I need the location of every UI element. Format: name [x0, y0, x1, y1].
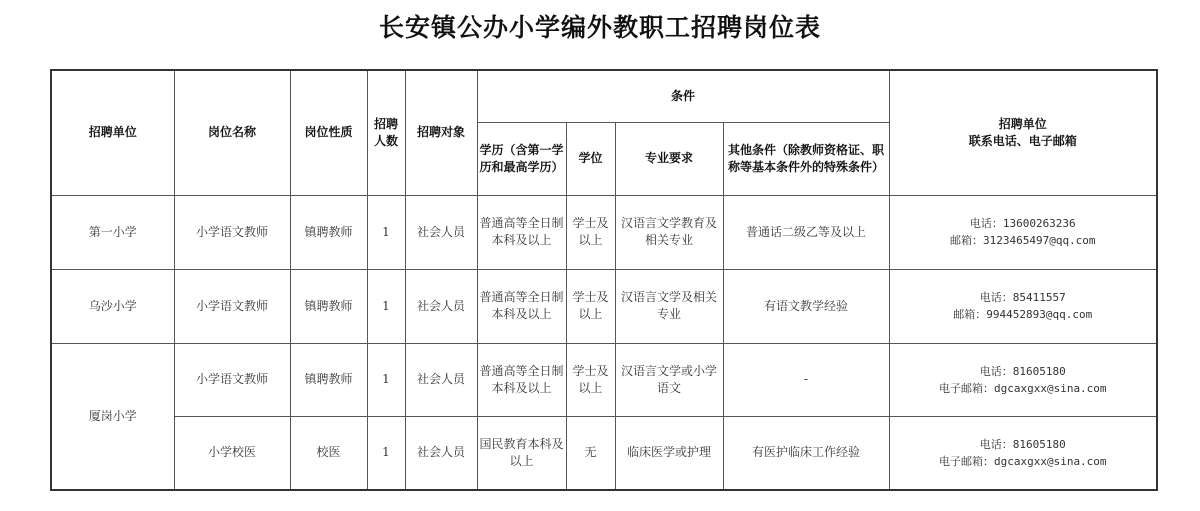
header-other: 其他条件（除教师资格证、职称等基本条件外的特殊条件） — [723, 122, 889, 195]
education-cell: 普通高等全日制本科及以上 — [477, 343, 566, 416]
contact-cell — [889, 343, 1157, 416]
count-cell: 1 — [367, 343, 405, 416]
major-cell: 临床医学或护理 — [615, 416, 723, 490]
table-row — [51, 343, 1157, 416]
contact-cell — [889, 269, 1157, 343]
position-name-cell: 小学语文教师 — [174, 343, 290, 416]
other-cell: 有医护临床工作经验 — [723, 416, 889, 490]
header-education: 学历（含第一学历和最高学历） — [477, 122, 566, 195]
target-cell: 社会人员 — [405, 343, 477, 416]
education-cell: 普通高等全日制本科及以上 — [477, 269, 566, 343]
position-nature-cell: 镇聘教师 — [290, 195, 367, 269]
target-cell: 社会人员 — [405, 416, 477, 490]
position-name-cell: 小学语文教师 — [174, 269, 290, 343]
contact-cell — [889, 195, 1157, 269]
other-cell: - — [723, 343, 889, 416]
header-position-nature: 岗位性质 — [290, 70, 367, 195]
phone-text: 电话：13600263236 — [969, 217, 1076, 230]
major-cell: 汉语言文学及相关专业 — [615, 269, 723, 343]
email-text: 电子邮箱：dgcaxgxx@sina.com — [938, 381, 1107, 395]
header-target: 招聘对象 — [405, 70, 477, 195]
header-conditions: 条件 — [477, 70, 889, 122]
phone-text: 电话：81605180 — [979, 437, 1066, 451]
page-title: 长安镇公办小学编外教职工招聘岗位表 — [378, 13, 821, 42]
unit-cell: 乌沙小学 — [51, 269, 174, 343]
degree-cell: 无 — [566, 416, 615, 490]
education-cell: 普通高等全日制本科及以上 — [477, 195, 566, 269]
other-cell: 普通话二级乙等及以上 — [723, 195, 889, 269]
header-contact-line1: 招聘单位 — [998, 116, 1047, 131]
count-cell: 1 — [367, 416, 405, 490]
degree-cell: 学士及以上 — [566, 343, 615, 416]
header-major: 专业要求 — [615, 122, 723, 195]
email-text: 电子邮箱：dgcaxgxx@sina.com — [938, 454, 1107, 468]
header-unit: 招聘单位 — [51, 70, 174, 195]
other-cell: 有语文教学经验 — [723, 269, 889, 343]
email-text: 邮箱：3123465497@qq.com — [949, 234, 1096, 247]
target-cell: 社会人员 — [405, 269, 477, 343]
unit-cell: 第一小学 — [51, 195, 174, 269]
position-nature-cell: 镇聘教师 — [290, 269, 367, 343]
header-count: 招聘人数 — [367, 70, 405, 195]
table-row — [51, 269, 1157, 343]
header-contact-line2: 联系电话、电子邮箱 — [968, 133, 1077, 148]
header-row-1 — [51, 70, 1157, 122]
count-cell: 1 — [367, 195, 405, 269]
position-name-cell: 小学语文教师 — [174, 195, 290, 269]
phone-text: 电话：81605180 — [979, 364, 1066, 378]
header-contact — [889, 70, 1157, 195]
table-row — [51, 195, 1157, 269]
email-text: 邮箱：994452893@qq.com — [953, 308, 1093, 321]
position-name-cell: 小学校医 — [174, 416, 290, 490]
contact-cell — [889, 416, 1157, 490]
degree-cell: 学士及以上 — [566, 269, 615, 343]
position-nature-cell: 镇聘教师 — [290, 343, 367, 416]
recruitment-table — [50, 69, 1158, 491]
education-cell: 国民教育本科及以上 — [477, 416, 566, 490]
count-cell: 1 — [367, 269, 405, 343]
major-cell: 汉语言文学教育及相关专业 — [615, 195, 723, 269]
target-cell: 社会人员 — [405, 195, 477, 269]
table-row — [51, 416, 1157, 490]
header-degree: 学位 — [566, 122, 615, 195]
degree-cell: 学士及以上 — [566, 195, 615, 269]
position-nature-cell: 校医 — [290, 416, 367, 490]
major-cell: 汉语言文学或小学语文 — [615, 343, 723, 416]
header-position-name: 岗位名称 — [174, 70, 290, 195]
phone-text: 电话：85411557 — [979, 291, 1066, 304]
unit-cell: 厦岗小学 — [51, 343, 174, 490]
